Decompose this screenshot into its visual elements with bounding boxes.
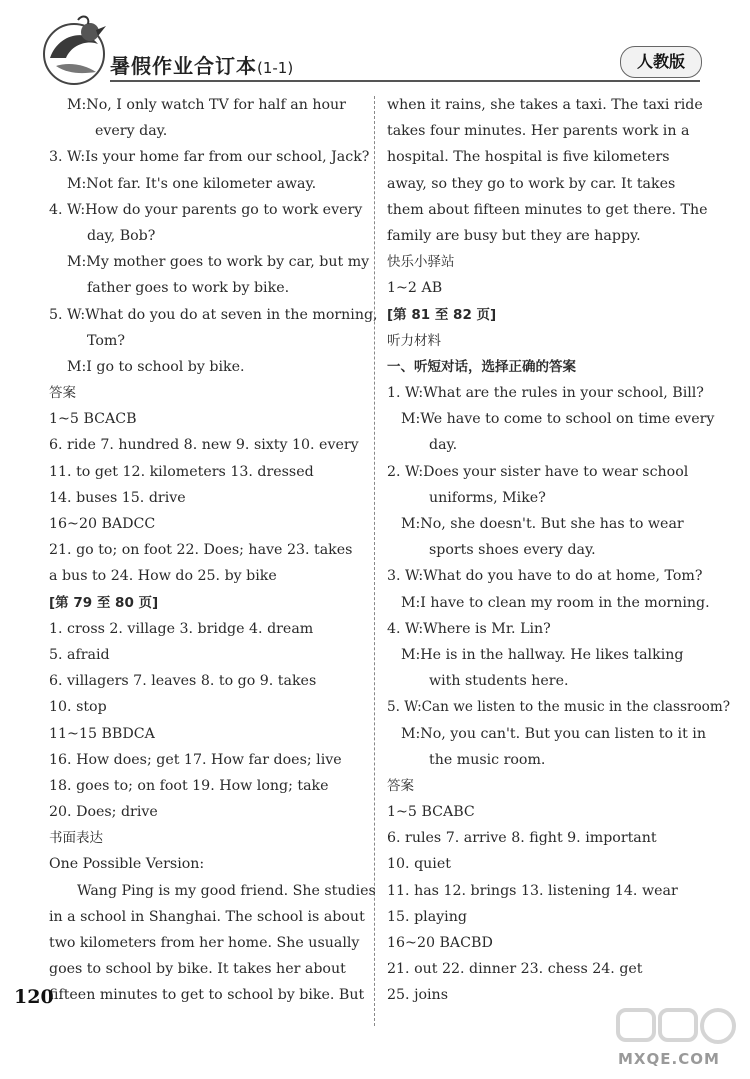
text-line: M:No, she doesn't. But she has to wear [401, 516, 684, 532]
text-line: day. [429, 437, 458, 454]
text-line: M:He is in the hallway. He likes talking [401, 646, 684, 663]
text-line: away, so they go to work by car. It takes [387, 175, 676, 192]
page-number: 120 [14, 986, 54, 1008]
text-line: M:My mother goes to work by car, but my [67, 254, 370, 271]
answer-line: 1~2 AB [387, 280, 443, 297]
text-line: M:No, I only watch TV for half an hour [67, 97, 346, 113]
book-subtitle: (1-1) [257, 59, 294, 77]
answer-line: 21. out 22. dinner 23. chess 24. get [387, 961, 643, 978]
book-title [110, 50, 293, 79]
answer-line: 21. go to; on foot 22. Does; have 23. takes [49, 542, 353, 559]
answer-line: 10. stop [49, 699, 107, 716]
answer-line: 18. goes to; on foot 19. How long; take [49, 777, 329, 794]
text-line: One Possible Version: [49, 856, 205, 873]
left-column [49, 92, 378, 1009]
section-heading: 答案 [49, 385, 76, 402]
answer-line: 14. buses 15. drive [49, 489, 186, 506]
answer-line: 16. How does; get 17. How far does; live [49, 751, 342, 768]
answer-line: 25. joins [387, 987, 448, 1004]
text-line: fifteen minutes to get to school by bike. But [49, 987, 365, 1004]
header-rule [110, 80, 700, 82]
text-line: when it rains, she takes a taxi. The taxi ride [387, 97, 703, 113]
text-line: hospital. The hospital is five kilometers [387, 149, 670, 166]
text-line: the music room. [429, 751, 546, 768]
section-heading: 快乐小驿站 [387, 254, 455, 271]
section-heading: 书面表达 [49, 830, 103, 847]
answer-line: 1~5 BCACB [49, 411, 137, 428]
text-line: every day. [95, 123, 168, 140]
answer-line: 1. cross 2. village 3. bridge 4. dream [49, 620, 314, 637]
answer-line: 15. playing [387, 908, 467, 925]
page-header [0, 0, 750, 96]
right-column [387, 92, 731, 1009]
text-line: M:I have to clean my room in the morning. [401, 594, 710, 611]
text-line: 1. W:What are the rules in your school, Bill? [387, 385, 704, 402]
section-heading: 听力材料 [387, 332, 441, 349]
answer-line: 11. to get 12. kilometers 13. dressed [49, 463, 314, 480]
text-line: 4. W:Where is Mr. Lin? [387, 620, 551, 637]
watermark-text: MXQE.COM [618, 1050, 720, 1068]
text-line: family are busy but they are happy. [387, 227, 641, 244]
text-line: M:Not far. It's one kilometer away. [67, 175, 317, 192]
text-line: uniforms, Mike? [429, 489, 546, 506]
text-line: M:I go to school by bike. [67, 358, 245, 375]
text-line: 3. W:Is your home far from our school, Jack? [49, 149, 370, 166]
answer-line: 11. has 12. brings 13. listening 14. wear [387, 882, 678, 899]
book-title-text: 暑假作业合订本 [110, 54, 257, 78]
answer-line: 5. afraid [49, 646, 110, 663]
text-line: father goes to work by bike. [87, 280, 290, 297]
text-line: M:We have to come to school on time every [401, 411, 715, 428]
page-range-heading: [第 79 至 80 页] [49, 594, 159, 611]
answer-line: 6. rules 7. arrive 8. fight 9. important [387, 830, 657, 847]
section-heading: 一、听短对话，选择正确的答案 [387, 358, 576, 375]
answer-line: 6. ride 7. hundred 8. new 9. sixty 10. every [49, 437, 359, 454]
text-line: 5. W:What do you do at seven in the morning, [49, 306, 378, 323]
text-line: 3. W:What do you have to do at home, Tom? [387, 568, 703, 585]
page-range-heading: [第 81 至 82 页] [387, 306, 497, 323]
text-line: in a school in Shanghai. The school is about [49, 908, 365, 925]
answer-line: 10. quiet [387, 856, 451, 873]
answer-line: 16~20 BACBD [387, 935, 493, 951]
answer-line: 11~15 BBDCA [49, 725, 155, 742]
text-line: M:No, you can't. But you can listen to it in [401, 725, 706, 742]
answer-line: a bus to 24. How do 25. by bike [49, 568, 277, 585]
text-line: Wang Ping is my good friend. She studies [77, 882, 376, 899]
text-line: Tom? [87, 332, 125, 349]
text-line: with students here. [429, 673, 569, 690]
text-line: takes four minutes. Her parents work in a [387, 123, 690, 140]
text-line: them about fifteen minutes to get there. The [387, 201, 708, 218]
section-heading: 答案 [387, 777, 414, 794]
edition-badge: 人教版 [620, 46, 702, 78]
text-line: 4. W:How do your parents go to work every [49, 201, 363, 218]
text-line: sports shoes every day. [429, 542, 596, 559]
text-line: two kilometers from her home. She usually [49, 935, 360, 951]
answer-line: 6. villagers 7. leaves 8. to go 9. takes [49, 673, 317, 690]
answer-line: 20. Does; drive [49, 804, 158, 821]
bird-logo-icon [38, 14, 110, 88]
text-line: 2. W:Does your sister have to wear school [387, 463, 689, 480]
text-line: 5. W:Can we listen to the music in the classroom? [387, 699, 731, 716]
text-line: goes to school by bike. It takes her about [49, 961, 346, 978]
answer-line: 16~20 BADCC [49, 516, 156, 532]
text-line: day, Bob? [87, 227, 156, 244]
answer-line: 1~5 BCABC [387, 804, 475, 821]
